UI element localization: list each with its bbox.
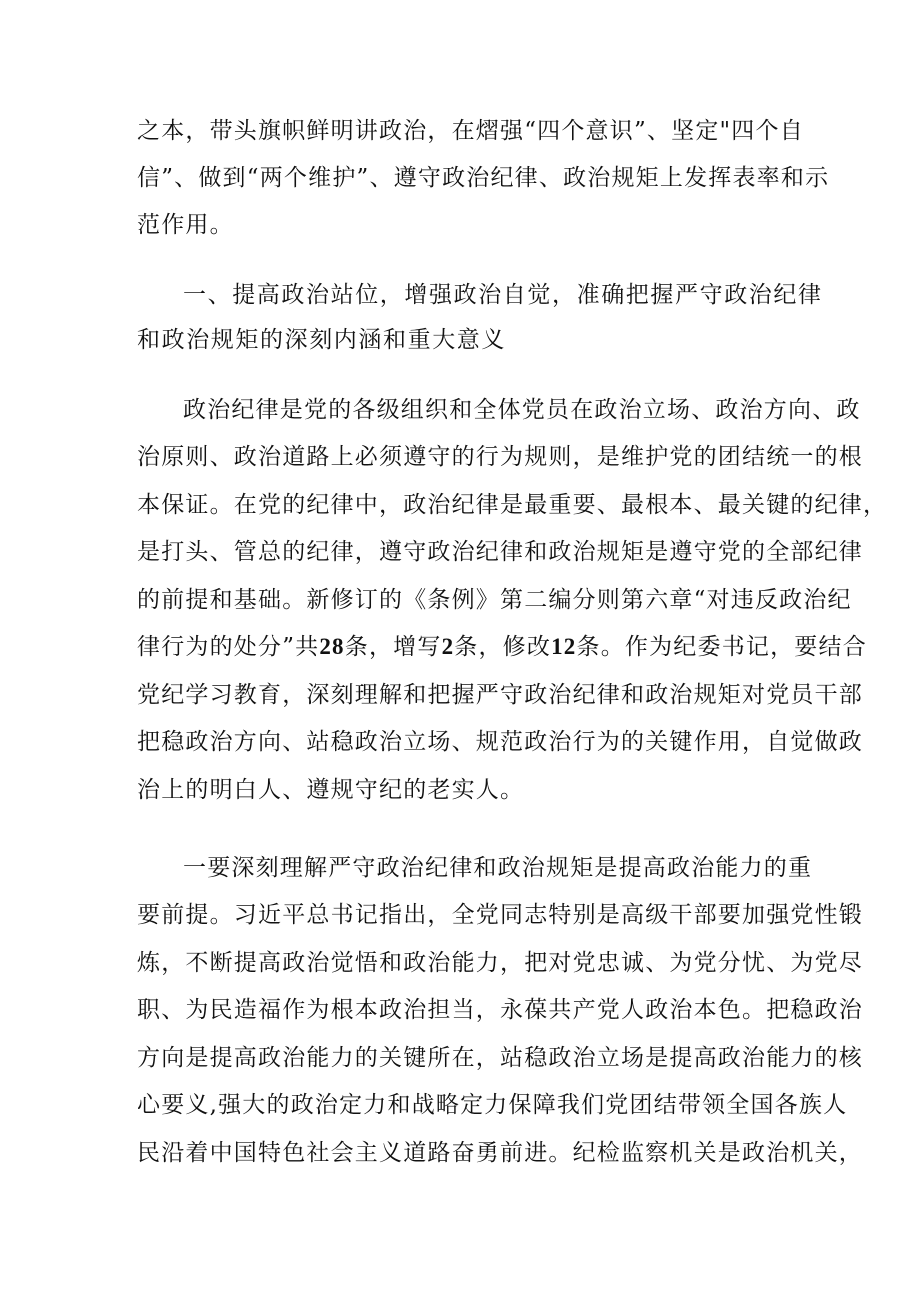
text-span: 条。作为纪委书记，要结合 — [576, 634, 867, 660]
text-line: 心要义,强大的政治定力和战略定力保障我们党团结带领全国各族人 — [137, 1092, 848, 1118]
text-line: 本保证。在党的纪律中，政治纪律是最重要、最根本、最关键的纪律， — [137, 492, 888, 518]
text-line: 治上的明白人、遵规守纪的老实人。 — [137, 777, 525, 803]
text-line: 的前提和基础。新修订的《条例》第二编分则第六章“对违反政治纪 — [137, 587, 852, 613]
number-added-count: 2 — [441, 634, 455, 659]
heading-line: 一、提高政治站位，增强政治自觉，准确把握严守政治纪律 — [183, 282, 823, 308]
text-line: 范作用。 — [137, 212, 234, 238]
text-line: 信”、做到“两个维护”、遵守政治纪律、政治规矩上发挥表率和示 — [137, 165, 830, 191]
text-line: 职、为民造福作为根本政治担当，永葆共产党人政治本色。把稳政治 — [137, 997, 863, 1023]
text-span: 律行为的处分”共 — [137, 634, 320, 660]
text-span: 条，增写 — [344, 634, 442, 660]
text-line: 政治纪律是党的各级组织和全体党员在政治立场、政治方向、政 — [183, 397, 861, 423]
text-line: 之本，带头旗帜鲜明讲政治，在熠强“四个意识”、坚定"四个自 — [137, 118, 804, 144]
number-revised-count: 12 — [551, 634, 577, 659]
text-line: 方向是提高政治能力的关键所在，站稳政治立场是提高政治能力的核 — [137, 1045, 863, 1071]
text-line: 把稳政治方向、站稳政治立场、规范政治行为的关键作用，自觉做政 — [137, 729, 863, 755]
text-line: 治原则、政治道路上必须遵守的行为规则，是维护党的团结统一的根 — [137, 444, 863, 470]
heading-line: 和政治规矩的深刻内涵和重大意义 — [137, 327, 506, 353]
text-line — [137, 632, 867, 662]
text-span: 条，修改 — [454, 634, 552, 660]
text-line: 党纪学习教育，深刻理解和把握严守政治纪律和政治规矩对党员干部 — [137, 682, 863, 708]
number-article-count: 28 — [319, 634, 345, 659]
text-line: 民沿着中国特色社会主义道路奋勇前进。纪检监察机关是政治机关， — [137, 1140, 863, 1166]
text-line: 炼，不断提高政治觉悟和政治能力，把对党忠诚、为党分忧、为党尽 — [137, 950, 863, 976]
text-line: 一要深刻理解严守政治纪律和政治规矩是提高政治能力的重 — [183, 855, 813, 881]
text-line: 是打头、管总的纪律，遵守政治纪律和政治规矩是遵守党的全部纪律 — [137, 539, 863, 565]
text-line: 要前提。习近平总书记指出，全党同志特别是高级干部要加强党性锻 — [137, 902, 863, 928]
